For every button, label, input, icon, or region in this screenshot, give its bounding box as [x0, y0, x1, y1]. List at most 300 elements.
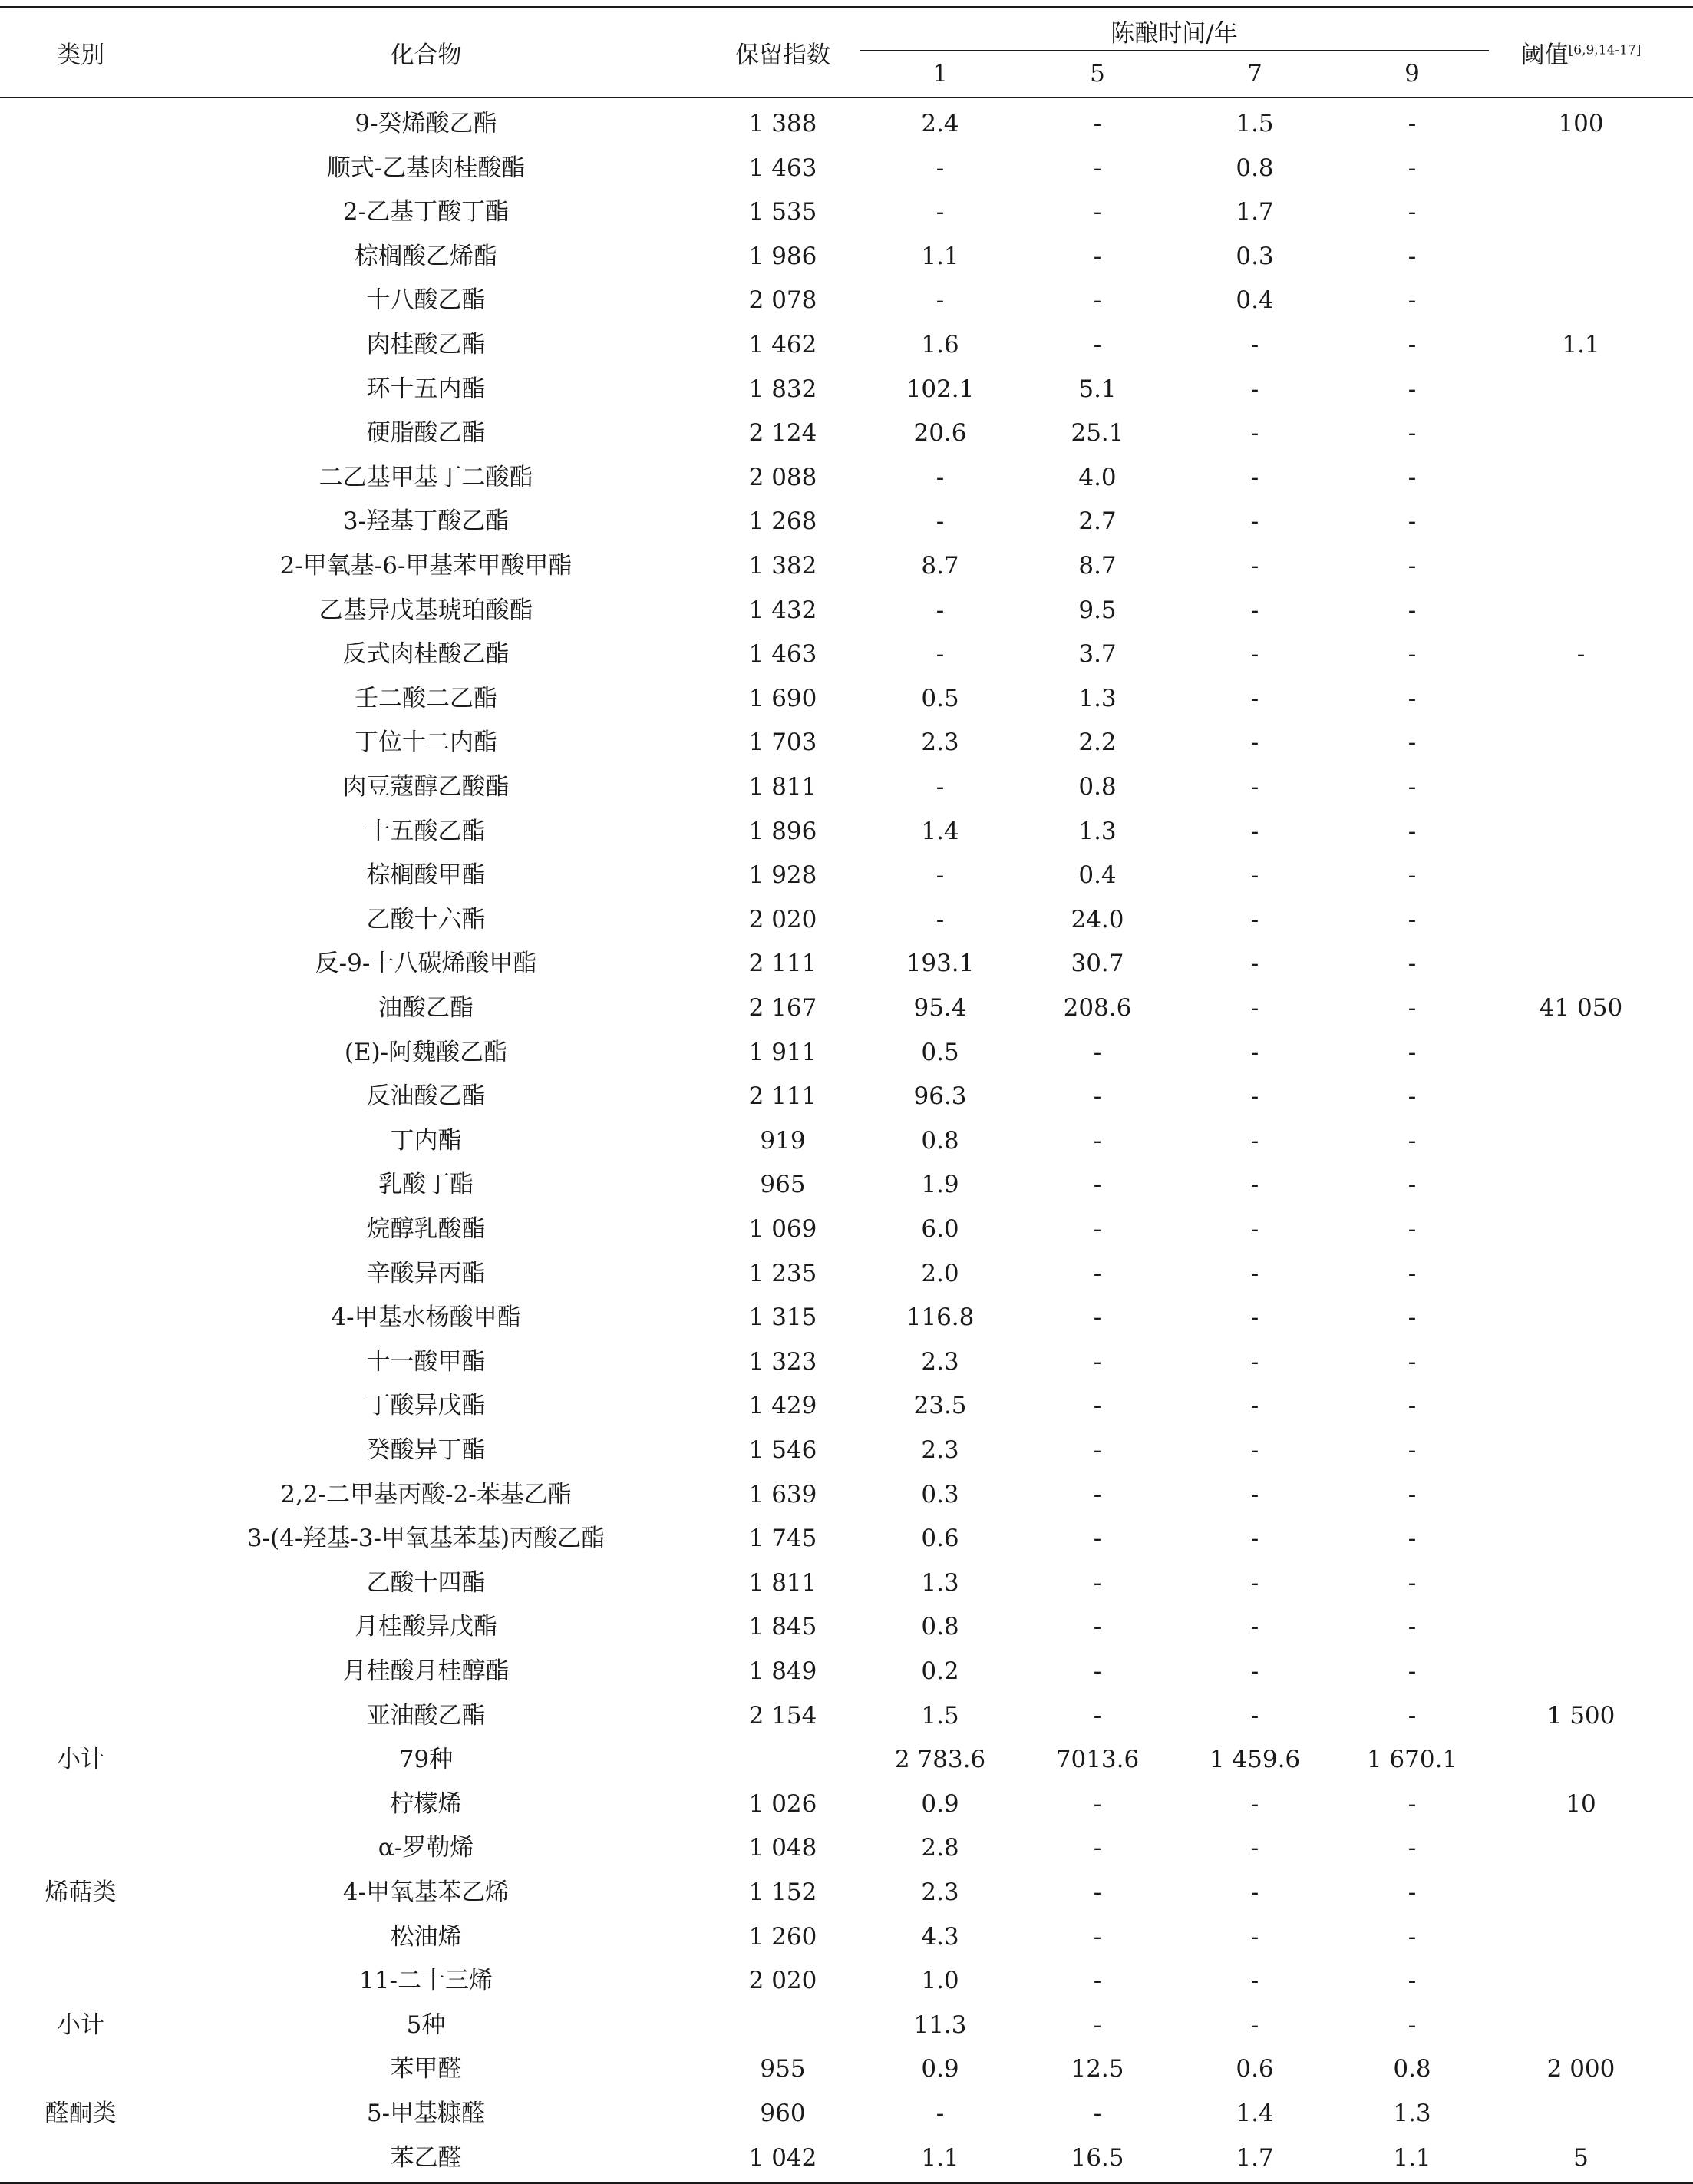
header-year-9: 9	[1404, 60, 1420, 88]
row-category	[0, 1252, 161, 1297]
row-compound: 丁位十二内酯	[355, 729, 497, 757]
row-year-9-value: -	[1408, 1126, 1417, 1155]
row-year-5-value: -	[1093, 331, 1102, 358]
row-retention-index: 1 463	[748, 640, 817, 669]
table-row	[0, 1208, 1693, 1252]
row-compound: 肉豆蔻醇乙酸酯	[342, 773, 510, 801]
row-year-9-value: -	[1408, 1259, 1417, 1287]
row-category	[0, 2136, 161, 2181]
row-year-9-value: -	[1408, 198, 1417, 226]
row-year-5-value: 8.7	[1078, 552, 1117, 580]
row-year-5-value: -	[1093, 1568, 1102, 1597]
row-year-7-value: -	[1250, 1568, 1259, 1597]
row-compound: 棕榈酸乙烯酯	[355, 242, 497, 270]
row-year-5-value: 30.7	[1071, 950, 1124, 978]
row-compound: 3-羟基丁酸乙酯	[342, 507, 510, 536]
row-year-5-value: -	[1093, 1789, 1102, 1818]
row-compound: 苯甲醛	[390, 2055, 462, 2083]
row-year-5-value: -	[1093, 198, 1102, 226]
table-header-rule	[0, 97, 1693, 98]
row-year-5-value: 4.0	[1078, 463, 1117, 491]
row-year-5-value: -	[1093, 1613, 1102, 1641]
row-category	[0, 1296, 161, 1340]
row-retention-index: 2 020	[748, 1967, 817, 1995]
row-category	[0, 411, 161, 456]
row-compound: 环十五内酯	[366, 375, 486, 403]
row-year-7-value: -	[1250, 1126, 1259, 1155]
row-category	[0, 721, 161, 765]
row-year-5-value: -	[1093, 286, 1102, 315]
row-threshold	[1504, 190, 1658, 235]
row-year-9-value: -	[1408, 110, 1417, 137]
header-category: 类别	[57, 41, 104, 69]
row-category	[0, 1473, 161, 1518]
row-year-7-value: -	[1250, 1436, 1259, 1464]
row-retention-index: 1 546	[748, 1436, 817, 1464]
row-retention-index: 1 042	[748, 2143, 817, 2172]
row-year-7-value: -	[1250, 640, 1259, 669]
row-year-9-value: -	[1408, 1480, 1417, 1508]
row-year-9-value: -	[1408, 1347, 1417, 1376]
row-threshold: 1 500	[1546, 1701, 1615, 1730]
table-row	[0, 1384, 1693, 1429]
row-compound: 壬二酸二乙酯	[355, 684, 497, 712]
row-year-5-value: -	[1093, 1922, 1102, 1951]
header-year-1: 1	[932, 60, 948, 88]
row-year-1-value: 1.1	[921, 2143, 959, 2172]
row-category	[0, 147, 161, 191]
table-row	[0, 544, 1693, 589]
row-compound: 月桂酸异戊酯	[355, 1613, 497, 1641]
row-category	[0, 1429, 161, 1473]
header-threshold-ref: [6,9,14-17]	[1568, 42, 1642, 58]
table-row	[0, 1783, 1693, 1827]
row-compound: 4-甲基水杨酸甲酯	[331, 1303, 521, 1332]
row-retention-index: 2 167	[748, 994, 817, 1022]
row-year-1-value: 0.6	[921, 1525, 959, 1553]
row-category	[0, 190, 161, 235]
row-year-1-value: -	[936, 640, 945, 669]
row-category	[0, 1694, 161, 1739]
row-category	[0, 323, 161, 368]
row-year-7-value: -	[1250, 1215, 1259, 1243]
row-compound: 反油酸乙酯	[366, 1082, 486, 1111]
row-year-5-value: -	[1093, 1436, 1102, 1464]
row-retention-index: 965	[760, 1171, 806, 1199]
row-year-9-value: -	[1408, 1038, 1417, 1066]
row-year-7-value: -	[1250, 950, 1259, 978]
row-year-7-value: -	[1250, 905, 1259, 933]
row-year-9-value: -	[1408, 1789, 1417, 1818]
row-year-1-value: 8.7	[921, 552, 959, 580]
row-year-5-value: -	[1093, 1480, 1102, 1508]
row-year-1-value: 1.1	[921, 242, 959, 270]
row-threshold: 100	[1558, 110, 1604, 137]
row-compound: 亚油酸乙酯	[366, 1701, 486, 1730]
table-row	[0, 810, 1693, 854]
row-retention-index: 1 069	[748, 1215, 817, 1243]
row-category	[0, 1959, 161, 2004]
row-year-7-value: -	[1250, 1082, 1259, 1111]
row-threshold	[1504, 279, 1658, 323]
row-retention-index: 1 928	[748, 861, 817, 890]
row-year-9-value: -	[1408, 1436, 1417, 1464]
row-year-9-value: -	[1408, 552, 1417, 580]
table-row	[0, 235, 1693, 279]
table-row	[0, 633, 1693, 677]
row-category	[0, 1208, 161, 1252]
row-category	[0, 368, 161, 412]
row-retention-index: 2 154	[748, 1701, 817, 1730]
row-compound: 3-(4-羟基-3-甲氧基苯基)丙酸乙酯	[246, 1525, 606, 1553]
row-year-5-value: -	[1093, 1967, 1102, 1995]
row-year-5-value: -	[1093, 242, 1102, 270]
row-year-5-value: -	[1093, 2100, 1102, 2127]
row-compound: 4-甲氧基苯乙烯	[342, 1878, 510, 1906]
row-compound: 5-甲基糠醛	[366, 2100, 486, 2127]
row-year-9-value: -	[1408, 1878, 1417, 1906]
row-category	[0, 765, 161, 810]
row-year-1-value: 0.5	[921, 1038, 959, 1066]
row-retention-index: 2 088	[748, 463, 817, 491]
row-year-1-value: 2.3	[921, 1878, 959, 1906]
row-year-5-value: -	[1093, 1126, 1102, 1155]
row-threshold	[1504, 898, 1658, 943]
header-threshold-label: 阈值	[1520, 41, 1569, 69]
row-category	[0, 1650, 161, 1694]
row-retention-index: 1 849	[748, 1657, 817, 1685]
row-year-7-value: 0.4	[1236, 286, 1274, 315]
row-year-7-value: -	[1250, 994, 1259, 1022]
row-year-1-value: 2.4	[921, 110, 959, 137]
row-year-5-value: -	[1093, 1171, 1102, 1199]
table-row	[0, 1826, 1693, 1871]
row-year-9-value: -	[1408, 507, 1417, 536]
row-year-1-value: 1.0	[921, 1967, 959, 1995]
row-year-7-value: -	[1250, 773, 1259, 801]
row-compound: 顺式-乙基肉桂酸酯	[326, 154, 526, 182]
row-year-7-value: 1.7	[1236, 2143, 1274, 2172]
row-year-1-value: 2.3	[921, 1436, 959, 1464]
row-retention-index: 1 811	[748, 1568, 817, 1597]
table-row	[0, 323, 1693, 368]
row-year-1-value: 2.3	[921, 1347, 959, 1376]
row-threshold	[1504, 1075, 1658, 1119]
row-compound: 2-乙基丁酸丁酯	[342, 198, 510, 226]
table-row	[0, 1296, 1693, 1340]
row-category	[0, 677, 161, 722]
row-year-9-value: -	[1408, 419, 1417, 448]
row-retention-index: 1 703	[748, 729, 817, 757]
row-compound: 5种	[406, 2011, 446, 2039]
row-year-1-value: 193.1	[906, 950, 975, 978]
row-retention-index: 960	[760, 2100, 806, 2127]
row-year-5-value: 0.4	[1078, 861, 1117, 890]
row-year-1-value: 4.3	[921, 1922, 959, 1951]
row-threshold	[1504, 1163, 1658, 1208]
row-category: 烯萜类	[45, 1878, 117, 1906]
row-threshold	[1504, 1959, 1658, 2004]
row-threshold	[1504, 1384, 1658, 1429]
row-year-9-value: -	[1408, 994, 1417, 1022]
table-row	[0, 1959, 1693, 2004]
row-threshold	[1504, 1517, 1658, 1561]
table-row	[0, 854, 1693, 898]
table-row	[0, 677, 1693, 722]
row-year-9-value: -	[1408, 1525, 1417, 1553]
row-retention-index: 2 111	[748, 1082, 817, 1111]
row-threshold	[1504, 942, 1658, 986]
row-compound: 79种	[398, 1746, 454, 1774]
row-year-5-value: -	[1093, 1525, 1102, 1553]
row-year-1-value: 0.8	[921, 1126, 959, 1155]
row-year-7-value: -	[1250, 1171, 1259, 1199]
row-compound: 肉桂酸乙酯	[366, 331, 486, 358]
row-category	[0, 1561, 161, 1606]
row-category	[0, 1163, 161, 1208]
row-year-5-value: 0.8	[1078, 773, 1117, 801]
row-category	[0, 2047, 161, 2092]
row-year-5-value: -	[1093, 1878, 1102, 1906]
row-category	[0, 810, 161, 854]
row-year-5-value: 5.1	[1078, 375, 1117, 403]
row-year-1-value: 23.5	[913, 1392, 967, 1420]
row-year-9-value: -	[1408, 2011, 1417, 2039]
row-compound: α-罗勒烯	[378, 1834, 474, 1862]
row-year-1-value: 2.3	[921, 729, 959, 757]
table-row	[0, 765, 1693, 810]
row-year-1-value: 102.1	[906, 375, 975, 403]
row-compound: 烷醇乳酸酯	[366, 1215, 486, 1243]
row-retention-index: 1 845	[748, 1613, 817, 1641]
table-row	[0, 721, 1693, 765]
row-threshold	[1504, 1826, 1658, 1871]
row-retention-index: 1 463	[748, 154, 817, 182]
table-row	[0, 456, 1693, 501]
row-year-9-value: -	[1408, 1568, 1417, 1597]
row-threshold: -	[1576, 640, 1586, 669]
row-year-7-value: -	[1250, 1657, 1259, 1685]
row-year-1-value: -	[936, 463, 945, 491]
row-retention-index: 1 026	[748, 1789, 817, 1818]
row-retention-index: 1 911	[748, 1038, 817, 1066]
table-row	[0, 1561, 1693, 1606]
row-year-9-value: -	[1408, 1215, 1417, 1243]
row-category	[0, 456, 161, 501]
row-retention-index: 1 048	[748, 1834, 817, 1862]
row-compound: 辛酸异丙酯	[366, 1259, 486, 1287]
row-year-9-value: -	[1408, 861, 1417, 890]
row-retention-index: 1 260	[748, 1922, 817, 1951]
row-compound: 十一酸甲酯	[366, 1347, 486, 1376]
row-year-9-value: -	[1408, 1657, 1417, 1685]
row-year-5-value: -	[1093, 1038, 1102, 1066]
row-year-5-value: 12.5	[1071, 2055, 1124, 2083]
row-year-1-value: 1.3	[921, 1568, 959, 1597]
row-year-5-value: -	[1093, 1303, 1102, 1332]
row-compound: 9-癸烯酸乙酯	[355, 110, 497, 137]
row-year-5-value: 24.0	[1071, 905, 1124, 933]
row-retention-index: 1 235	[748, 1259, 817, 1287]
row-category	[0, 1340, 161, 1385]
row-compound: 二乙基甲基丁二酸酯	[318, 463, 533, 491]
table-row	[0, 2004, 1693, 2048]
row-threshold	[1504, 1119, 1658, 1164]
table-row	[0, 368, 1693, 412]
row-threshold: 1.1	[1562, 331, 1600, 358]
row-year-7-value: 0.3	[1236, 242, 1274, 270]
table-row	[0, 1738, 1693, 1783]
row-year-7-value: -	[1250, 596, 1259, 624]
row-threshold	[1504, 1252, 1658, 1297]
row-year-9-value: 0.8	[1393, 2055, 1431, 2083]
row-year-9-value: -	[1408, 729, 1417, 757]
row-year-7-value: -	[1250, 1789, 1259, 1818]
row-year-7-value: -	[1250, 375, 1259, 403]
row-year-7-value: -	[1250, 1038, 1259, 1066]
row-compound: 反-9-十八碳烯酸甲酯	[315, 950, 537, 978]
row-compound: 棕榈酸甲酯	[366, 861, 486, 890]
row-threshold	[1504, 368, 1658, 412]
row-threshold	[1504, 1605, 1658, 1650]
table-row	[0, 2047, 1693, 2092]
row-year-9-value: -	[1408, 463, 1417, 491]
row-year-1-value: 96.3	[913, 1082, 967, 1111]
row-compound: 乙酸十六酯	[366, 905, 486, 933]
row-category	[0, 500, 161, 544]
row-year-1-value: -	[936, 773, 945, 801]
row-year-9-value: 1.3	[1393, 2100, 1431, 2127]
row-year-5-value: 7013.6	[1055, 1746, 1140, 1774]
row-year-7-value: -	[1250, 1613, 1259, 1641]
row-year-1-value: 0.9	[921, 2055, 959, 2083]
row-retention-index: 1 745	[748, 1525, 817, 1553]
row-year-9-value: -	[1408, 1834, 1417, 1862]
table-row	[0, 147, 1693, 191]
row-compound: 松油烯	[390, 1922, 462, 1951]
row-year-7-value: -	[1250, 1347, 1259, 1376]
table-top-rule	[0, 6, 1693, 8]
row-year-7-value: -	[1250, 1701, 1259, 1730]
row-year-7-value: -	[1250, 507, 1259, 536]
row-category: 小计	[57, 1746, 104, 1774]
row-year-5-value: -	[1093, 1259, 1102, 1287]
row-retention-index: 955	[760, 2055, 806, 2083]
row-year-1-value: -	[936, 198, 945, 226]
row-year-5-value: 1.3	[1078, 817, 1117, 845]
table-row	[0, 1473, 1693, 1518]
row-category	[0, 1517, 161, 1561]
row-year-7-value: -	[1250, 861, 1259, 890]
row-year-7-value: -	[1250, 1834, 1259, 1862]
table-row	[0, 1517, 1693, 1561]
row-category	[0, 1783, 161, 1827]
row-year-9-value: -	[1408, 950, 1417, 978]
row-year-9-value: -	[1408, 773, 1417, 801]
row-year-7-value: -	[1250, 1480, 1259, 1508]
row-compound: 乳酸丁酯	[378, 1171, 474, 1199]
row-retention-index: 1 315	[748, 1303, 817, 1332]
row-retention-index: 2 078	[748, 286, 817, 315]
row-year-1-value: 116.8	[906, 1303, 975, 1332]
table-row	[0, 1429, 1693, 1473]
row-threshold	[1504, 1871, 1658, 1915]
row-year-1-value: 95.4	[913, 994, 967, 1022]
row-retention-index: 2 020	[748, 905, 817, 933]
row-year-9-value: -	[1408, 154, 1417, 182]
table-row	[0, 1605, 1693, 1650]
row-retention-index: 1 432	[748, 596, 817, 624]
row-year-5-value: -	[1093, 1215, 1102, 1243]
row-year-7-value: -	[1250, 817, 1259, 845]
row-category	[0, 589, 161, 633]
row-year-1-value: 0.9	[921, 1789, 959, 1818]
table-row	[0, 190, 1693, 235]
row-year-1-value: 0.5	[921, 684, 959, 712]
row-year-7-value: -	[1250, 684, 1259, 712]
table-row	[0, 500, 1693, 544]
row-year-1-value: 1.6	[921, 331, 959, 358]
row-threshold	[1504, 456, 1658, 501]
row-compound: 2,2-二甲基丙酸-2-苯基乙酯	[280, 1480, 572, 1508]
row-compound: 11-二十三烯	[359, 1967, 493, 1995]
table-row	[0, 589, 1693, 633]
row-threshold	[1504, 854, 1658, 898]
row-year-5-value: 208.6	[1063, 994, 1132, 1022]
row-compound: 丁酸异戊酯	[366, 1392, 486, 1420]
row-compound: 柠檬烯	[390, 1789, 462, 1818]
row-year-1-value: -	[936, 905, 945, 933]
row-compound: 月桂酸月桂醇酯	[342, 1657, 510, 1685]
row-year-7-value: 1 459.6	[1209, 1746, 1301, 1774]
row-year-1-value: -	[936, 2100, 945, 2127]
row-category	[0, 986, 161, 1031]
row-category: 醛酮类	[45, 2100, 117, 2127]
row-year-1-value: 0.2	[921, 1657, 959, 1685]
row-year-1-value: 1.5	[921, 1701, 959, 1730]
row-year-7-value: -	[1250, 1967, 1259, 1995]
row-threshold: 2 000	[1546, 2055, 1615, 2083]
row-retention-index: 1 323	[748, 1347, 817, 1376]
row-year-7-value: -	[1250, 463, 1259, 491]
table-row	[0, 1650, 1693, 1694]
row-year-7-value: -	[1250, 1878, 1259, 1906]
row-year-7-value: 1.4	[1236, 2100, 1274, 2127]
row-year-1-value: -	[936, 596, 945, 624]
row-year-5-value: -	[1093, 110, 1102, 137]
row-year-5-value: -	[1093, 1834, 1102, 1862]
row-year-9-value: -	[1408, 286, 1417, 315]
table-row	[0, 411, 1693, 456]
row-year-7-value: -	[1250, 1392, 1259, 1420]
row-category	[0, 1031, 161, 1075]
row-year-9-value: -	[1408, 1082, 1417, 1111]
row-year-5-value: 2.2	[1078, 729, 1117, 757]
row-category	[0, 279, 161, 323]
row-compound: 2-甲氧基-6-甲基苯甲酸甲酯	[279, 552, 573, 580]
row-year-5-value: 25.1	[1071, 419, 1124, 448]
row-year-1-value: 2 783.6	[894, 1746, 986, 1774]
row-retention-index: 1 639	[748, 1480, 817, 1508]
row-year-9-value: 1.1	[1393, 2143, 1431, 2172]
row-year-9-value: -	[1408, 1392, 1417, 1420]
row-year-9-value: -	[1408, 640, 1417, 669]
table-row	[0, 1340, 1693, 1385]
row-year-7-value: -	[1250, 419, 1259, 448]
row-category: 小计	[57, 2011, 104, 2039]
row-year-9-value: 1 670.1	[1366, 1746, 1458, 1774]
row-threshold	[1504, 765, 1658, 810]
